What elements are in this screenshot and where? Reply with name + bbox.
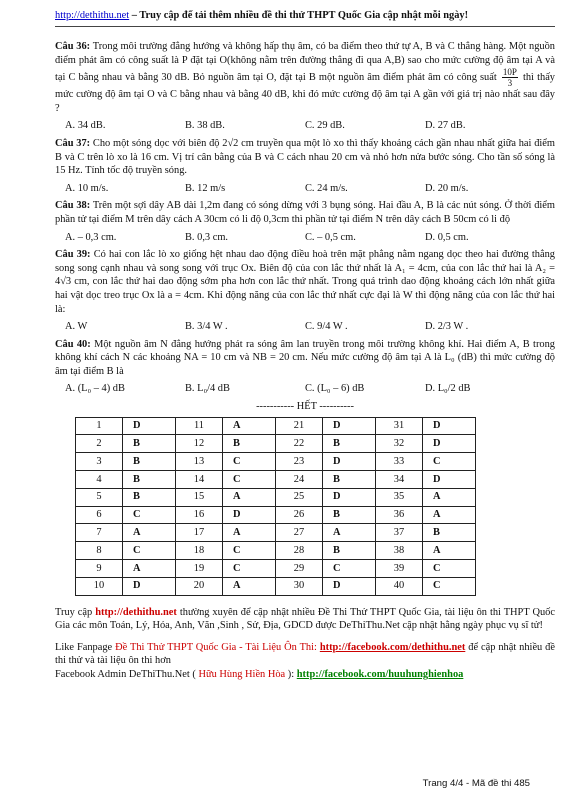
answer-cell: B — [423, 524, 476, 542]
question-number-cell: 23 — [276, 453, 323, 471]
answer-cell: B — [323, 471, 376, 489]
question-number-cell: 5 — [76, 488, 123, 506]
question-38 — [55, 199, 555, 226]
question-number-cell: 16 — [176, 506, 223, 524]
answer-cell: B — [123, 488, 176, 506]
admin-label: Facebook Admin DeThiThu.Net ( — [55, 669, 196, 680]
promo-link[interactable]: http://dethithu.net — [95, 606, 177, 618]
question-text: Trên một sợi dây AB dài 1,2m đang có sóng dừng với 3 bụng sóng. Hai đầu A, B là các nút sóng. Ở thời điểm phần tử tại điểm M trên dây cách A 30cm có li độ 0,3cm thì phần tử tại điểm N trên dây cách B 50cm có li độ — [55, 200, 555, 225]
question-number-cell: 40 — [376, 577, 423, 595]
page-header — [55, 10, 555, 21]
fanpage-paragraph — [55, 641, 555, 682]
answer-options — [65, 320, 555, 334]
fanpage-text: để cập nhật nhiều đề thi thử và tài liệu ôn thi hơn — [55, 641, 555, 667]
answer-row — [76, 488, 476, 506]
answer-options — [65, 119, 555, 133]
admin-close: ): — [287, 669, 295, 680]
answer-cell: A — [423, 488, 476, 506]
question-number-cell: 19 — [176, 560, 223, 578]
question-number-cell: 26 — [276, 506, 323, 524]
header-link[interactable]: http://dethithu.net — [55, 10, 130, 21]
question-number-cell: 7 — [76, 524, 123, 542]
question-text: Có hai con lắc lò xo giống hệt nhau dao động điều hoà trên mặt phẳng nằm ngang dọc theo hai đường thẳng song song cạnh nhau và song song với trục Ox. Biên độ của con lắc thứ nhất là A₁ = 4cm, của con lắc thứ hai là A₂ = 4√3 cm, con lắc thứ hai dao động sớm pha hơn con lắc thứ nhất. Trong quá trình dao động khoảng cách lớn nhất giữa hai vật dọc treo trục Ox là a = 4cm. Khi động năng của con lắc thứ nhất cực đại là W thì động năng của con lắc thứ hai là: — [55, 249, 555, 315]
answer-cell: C — [423, 560, 476, 578]
option-a: A. – 0,3 cm. — [65, 231, 117, 243]
question-39 — [55, 248, 555, 316]
header-divider — [55, 26, 555, 27]
option-d: D. 2/3 W . — [425, 321, 469, 333]
answer-cell: C — [223, 471, 276, 489]
option-d: D. 27 dB. — [425, 120, 466, 132]
fraction-numerator: 10P — [502, 67, 517, 78]
answer-cell: C — [223, 542, 276, 560]
answer-cell: A — [223, 524, 276, 542]
question-label: Câu 38: — [55, 200, 91, 212]
option-c: C. (L₀ – 6) dB — [305, 383, 365, 395]
question-number-cell: 32 — [376, 435, 423, 453]
question-number-cell: 29 — [276, 560, 323, 578]
answer-cell: B — [323, 435, 376, 453]
fraction-denominator: 3 — [507, 78, 513, 89]
answer-cell: A — [223, 488, 276, 506]
promo-text-continued: thường xuyên để cập nhật nhiều Đề Thi Thử THPT Quốc Gia, tài liệu ôn thi THPT Quốc Gia các môn Toán, Lý, Hóa, Anh, Văn ,Sinh , Sử, Địa, GDCD được DeThiThu.Net cập nhật hằng ngày phục vụ sĩ tử! — [55, 606, 555, 632]
question-number-cell: 30 — [276, 577, 323, 595]
question-36 — [55, 40, 555, 115]
answer-cell: D — [323, 577, 376, 595]
answer-cell: C — [223, 560, 276, 578]
question-number-cell: 36 — [376, 506, 423, 524]
question-number-cell: 35 — [376, 488, 423, 506]
answer-cell: A — [123, 560, 176, 578]
option-d: D. 20 m/s. — [425, 182, 469, 194]
question-number-cell: 20 — [176, 577, 223, 595]
question-label: Câu 39: — [55, 249, 91, 261]
option-a: A. 10 m/s. — [65, 182, 109, 194]
answer-cell: C — [423, 453, 476, 471]
promo-paragraph — [55, 606, 555, 633]
question-number-cell: 37 — [376, 524, 423, 542]
option-b: B. L₀/4 dB — [185, 383, 230, 395]
question-number-cell: 38 — [376, 542, 423, 560]
option-d: D. L₀/2 dB — [425, 383, 471, 395]
question-number-cell: 10 — [76, 577, 123, 595]
fanpage-name: Đề Thi Thử THPT Quốc Gia - Tài Liệu Ôn Thi: — [115, 641, 317, 653]
option-b: B. 0,3 cm. — [185, 231, 229, 243]
answer-cell: B — [323, 542, 376, 560]
answer-row — [76, 560, 476, 578]
option-c: C. 9/4 W . — [305, 321, 348, 333]
question-number-cell: 2 — [76, 435, 123, 453]
answer-cell: B — [123, 471, 176, 489]
promo-text: Truy cập — [55, 606, 93, 618]
question-number-cell: 9 — [76, 560, 123, 578]
header-text: Truy cập để tải thêm nhiều đề thi thử THPT Quốc Gia cập nhật mỗi ngày! — [139, 10, 469, 21]
question-number-cell: 14 — [176, 471, 223, 489]
question-number-cell: 15 — [176, 488, 223, 506]
answer-cell: D — [123, 577, 176, 595]
option-b: B. 3/4 W . — [185, 321, 228, 333]
answer-row — [76, 435, 476, 453]
option-d: D. 0,5 cm. — [425, 231, 469, 243]
question-40 — [55, 338, 555, 379]
question-number-cell: 22 — [276, 435, 323, 453]
option-a: A. 34 dB. — [65, 120, 106, 132]
option-b: B. 12 m/s — [185, 182, 226, 194]
question-text: Một nguồn âm N đẳng hướng phát ra sóng âm lan truyền trong môi trường không khí. Hai điểm A, B trong không khí cách N các khoảng NA = 10 cm và NB = 20 cm. Nếu mức cường độ âm tại A là L₀ (dB) thì mức cường độ âm tại điểm B là — [55, 338, 555, 377]
answer-cell: B — [123, 435, 176, 453]
answer-cell: C — [223, 453, 276, 471]
answer-options — [65, 182, 555, 196]
question-number-cell: 1 — [76, 417, 123, 435]
answer-cell: D — [323, 417, 376, 435]
answer-cell: A — [423, 542, 476, 560]
fraction — [502, 67, 518, 88]
question-number-cell: 21 — [276, 417, 323, 435]
answer-row — [76, 417, 476, 435]
answer-options — [65, 382, 555, 396]
question-number-cell: 18 — [176, 542, 223, 560]
answer-cell: D — [123, 417, 176, 435]
question-number-cell: 24 — [276, 471, 323, 489]
answer-cell: B — [223, 435, 276, 453]
question-text: Trong môi trường đẳng hướng và không hấp thụ âm, có ba điểm theo thứ tự A, B và C thẳng hàng. Một nguồn điểm phát âm có công suất là P đặt tại O(không nằm trên đường thẳng đi qua A,B) sao cho mức cường độ âm tại A và tại C bằng nhau và bằng 30 dB. Bỏ nguồn âm tại O, đặt tại B một nguồn âm điểm phát âm có công suất — [55, 41, 555, 84]
answer-row — [76, 471, 476, 489]
fanpage-label: Like Fanpage — [55, 641, 113, 653]
question-number-cell: 3 — [76, 453, 123, 471]
answer-row — [76, 506, 476, 524]
answer-cell: D — [423, 435, 476, 453]
question-number-cell: 31 — [376, 417, 423, 435]
question-number-cell: 39 — [376, 560, 423, 578]
question-number-cell: 12 — [176, 435, 223, 453]
answer-cell: A — [123, 524, 176, 542]
page-number: Trang 4/4 - Mã đề thi 485 — [422, 778, 530, 789]
question-number-cell: 6 — [76, 506, 123, 524]
question-label: Câu 37: — [55, 137, 91, 149]
question-label: Câu 40: — [55, 338, 91, 350]
answer-row — [76, 453, 476, 471]
answer-row — [76, 524, 476, 542]
question-number-cell: 4 — [76, 471, 123, 489]
option-c: C. 29 dB. — [305, 120, 345, 132]
admin-link[interactable]: http://facebook.com/huuhunghienhoa — [296, 669, 464, 680]
answer-cell: D — [323, 488, 376, 506]
question-number-cell: 8 — [76, 542, 123, 560]
option-a: A. (L₀ – 4) dB — [65, 383, 125, 395]
answer-cell: B — [123, 453, 176, 471]
answer-cell: A — [223, 417, 276, 435]
option-c: C. 24 m/s. — [305, 182, 348, 194]
end-marker: ----------- HẾT ---------- — [256, 401, 354, 413]
question-number-cell: 13 — [176, 453, 223, 471]
question-37 — [55, 137, 555, 178]
question-text: Cho một sóng dọc với biên độ 2√2 cm truyền qua một lò xo thì thấy khoảng cách gần nhau nhất giữa hai điểm B và C trên lò xo là 16 cm. Vị trí cân bằng của B và C cách nhau 20 cm và nhỏ hơn nửa bước sóng. Cho tần số sóng là 15 Hz. Tính tốc độ truyền sóng. — [55, 137, 555, 177]
option-b: B. 38 dB. — [185, 120, 225, 132]
answer-cell: C — [423, 577, 476, 595]
option-c: C. – 0,5 cm. — [305, 231, 356, 243]
answer-cell: D — [223, 506, 276, 524]
answer-cell: D — [423, 417, 476, 435]
answer-cell: C — [323, 560, 376, 578]
answer-cell: C — [123, 542, 176, 560]
answer-options — [65, 231, 555, 245]
question-number-cell: 25 — [276, 488, 323, 506]
header-dash: – — [131, 10, 140, 21]
exam-content — [55, 40, 555, 682]
answer-cell: B — [323, 506, 376, 524]
answer-row — [76, 542, 476, 560]
answer-cell: D — [423, 471, 476, 489]
answer-cell: C — [123, 506, 176, 524]
answer-key-body — [76, 417, 476, 595]
fanpage-link[interactable]: http://facebook.com/dethithu.net — [319, 641, 466, 653]
answer-cell: A — [223, 577, 276, 595]
question-number-cell: 27 — [276, 524, 323, 542]
answer-cell: A — [423, 506, 476, 524]
question-number-cell: 11 — [176, 417, 223, 435]
answer-cell: D — [323, 453, 376, 471]
question-text-continued: thì thấy mức cường độ âm tại O và C bằng nhau và bằng 40 dB, khi đó mức cường độ âm tại A gần với giá trị nào nhất sau đây ? — [55, 72, 556, 114]
option-a: A. W — [65, 321, 88, 333]
answer-cell: A — [323, 524, 376, 542]
answer-key-table — [75, 417, 476, 596]
question-number-cell: 34 — [376, 471, 423, 489]
question-number-cell: 28 — [276, 542, 323, 560]
question-number-cell: 33 — [376, 453, 423, 471]
admin-name: Hữu Hùng Hiền Hòa — [198, 669, 286, 680]
question-number-cell: 17 — [176, 524, 223, 542]
answer-row — [76, 577, 476, 595]
question-label: Câu 36: — [55, 41, 91, 52]
